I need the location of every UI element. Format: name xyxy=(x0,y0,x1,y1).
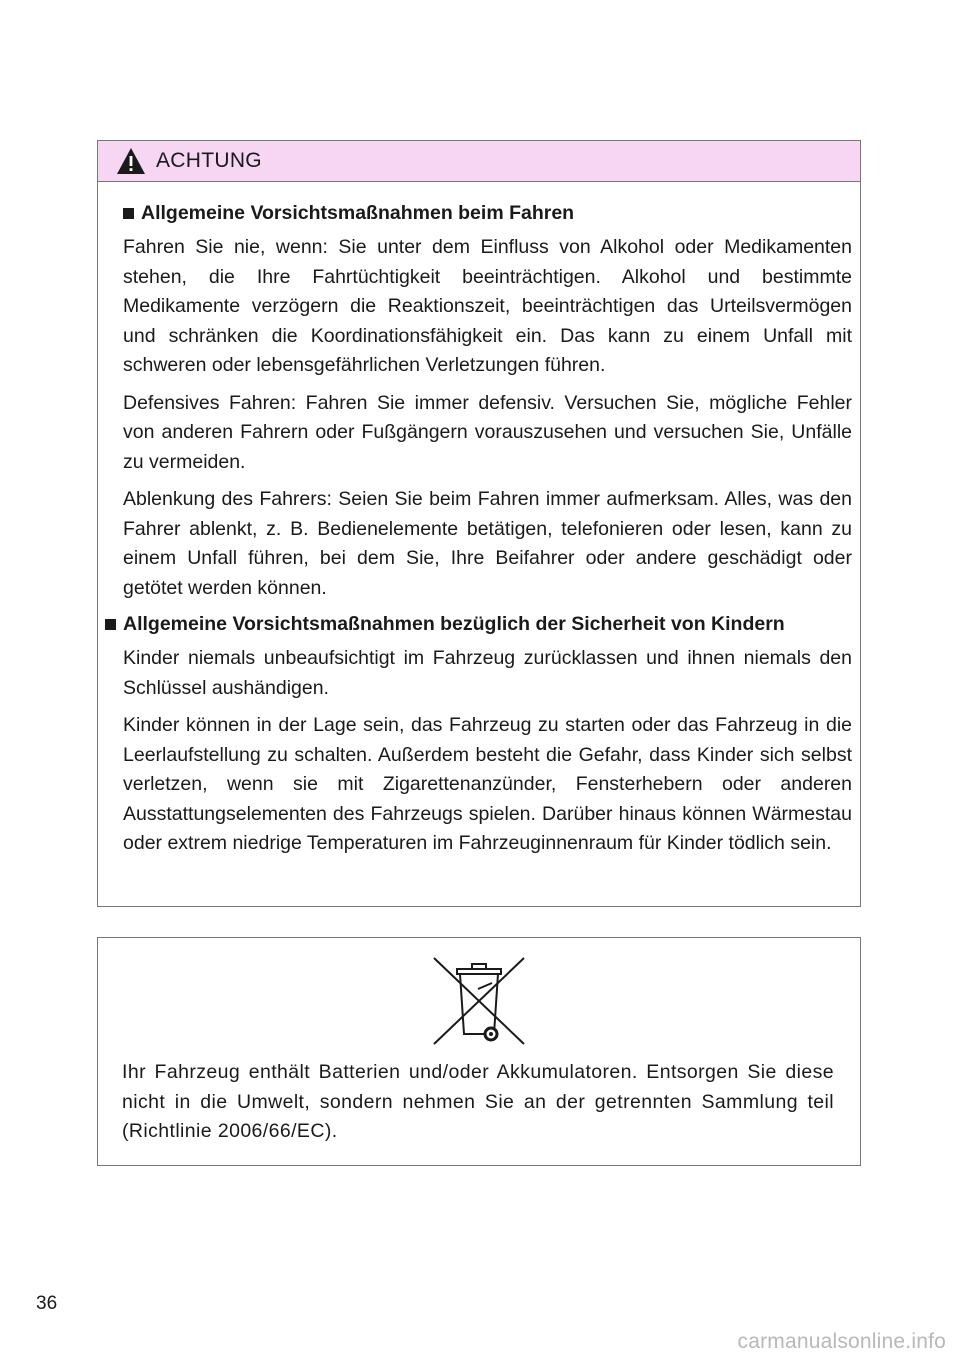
page-number: 36 xyxy=(36,1293,58,1314)
paragraph-alcohol: Fahren Sie nie, wenn: Sie unter dem Einfluss von Alkohol oder Medikamenten stehen, die Ihre Fahrtüchtigkeit beeinträchtigen. Alkohol und bestimmte Medikamente verzögern die Reaktionszeit, beeinträchtigen das Urteilsvermögen und schränken die Koordinationsfähigkeit ein. Das kann zu einem Unfall mit schweren oder lebensgefährlichen Verletzungen führen. xyxy=(123,236,852,376)
warning-header xyxy=(98,141,860,182)
battery-notice-box xyxy=(97,937,861,1166)
warning-body xyxy=(98,182,860,859)
section-heading-driving: Allgemeine Vorsichtsmaßnahmen beim Fahren xyxy=(123,200,852,227)
paragraph-defensive-driving: Defensives Fahren: Fahren Sie immer defensiv. Versuchen Sie, mögliche Fehler von anderen Fahrern oder Fußgängern vorauszusehen und versuchen Sie, Unfälle zu vermeiden. xyxy=(123,391,852,473)
paragraph-distraction: Ablenkung des Fahrers: Seien Sie beim Fahren immer aufmerksam. Alles, was den Fahrer ablenkt, z. B. Bedienelemente betätigen, telefonieren oder lesen, kann zu einem Unfall führen, bei dem Sie, Ihre Beifahrer oder andere geschädigt oder getötet werden können. xyxy=(123,488,852,599)
paragraph-children-unattended: Kinder niemals unbeaufsichtigt im Fahrzeug zurücklassen und ihnen niemals den Schlüssel aushändigen. xyxy=(123,647,852,699)
warning-title: ACHTUNG xyxy=(156,149,262,172)
warning-box xyxy=(97,140,861,907)
paragraph-children-dangers: Kinder können in der Lage sein, das Fahrzeug zu starten oder das Fahrzeug in die Leerlaufstellung zu schalten. Außerdem besteht die Gefahr, dass Kinder sich selbst verletzen, wenn sie mit Zigarettenanzünder, Fensterhebern oder anderen Ausstattungselementen des Fahrzeugs spielen. Darüber hinaus können Wärmestau oder extrem niedrige Temperaturen im Fahrzeuginnenraum für Kinder tödlich sein. xyxy=(123,714,852,854)
warning-triangle-icon xyxy=(116,147,146,175)
square-bullet-icon xyxy=(123,208,134,219)
crossed-out-wheelie-bin-icon xyxy=(430,954,528,1048)
square-bullet-icon xyxy=(105,619,116,630)
battery-disposal-text: Ihr Fahrzeug enthält Batterien und/oder Akkumulatoren. Entsorgen Sie diese nicht in die Umwelt, sondern nehmen Sie an der getrennten Sammlung teil (Richtlinie 2006/66/EC). xyxy=(122,1061,834,1142)
watermark: carmanualsonline.info xyxy=(737,1330,946,1353)
section-heading-children: Allgemeine Vorsichtsmaßnahmen bezüglich der Sicherheit von Kindern xyxy=(105,611,852,638)
